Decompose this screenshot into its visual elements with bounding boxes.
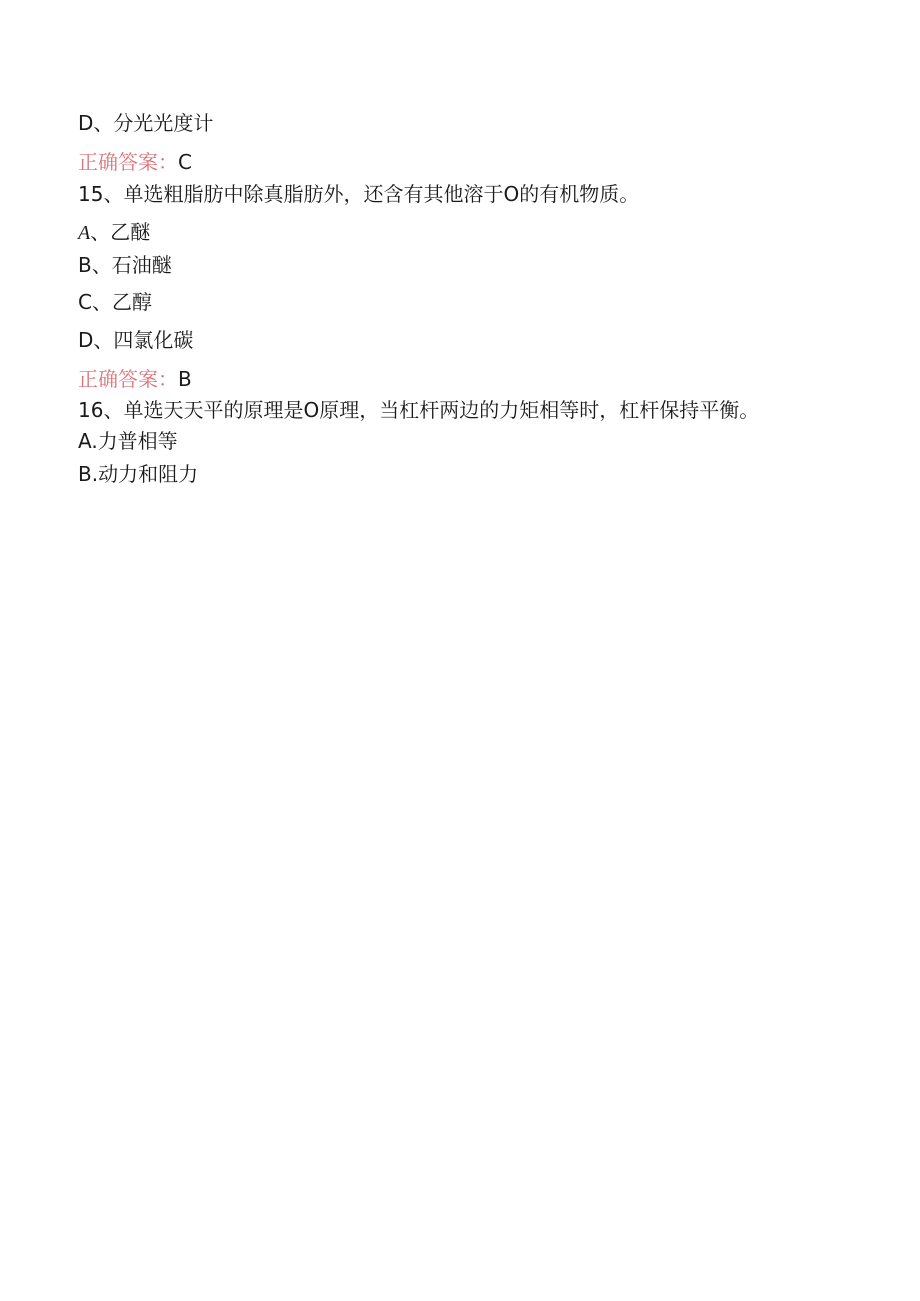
q15-question: 15、单选粗脂肪中除真脂肪外，还含有其他溶于O的有机物质。 [78,182,640,206]
option-a-text: 、乙醚 [90,220,151,244]
q14-option-d: D、分光光度计 [78,111,214,135]
answer-label: 正确答案： [78,150,178,174]
q14-answer [78,149,192,175]
q15-option-c: C、乙醇 [78,290,152,314]
answer-label: 正确答案： [78,367,178,391]
option-a-label: A [78,222,91,244]
answer-value: C [178,150,192,174]
answer-value: B [178,367,192,391]
q15-answer [78,366,192,392]
q16-option-a: A.力普相等 [78,429,178,453]
q15-option-a [78,219,150,246]
q16-question: 16、单选天天平的原理是O原理，当杠杆两边的力矩相等时，杠杆保持平衡。 [78,398,760,422]
q15-option-d: D、四氯化碳 [78,328,194,352]
q16-option-b: B.动力和阻力 [78,462,199,486]
q15-option-b: B、石油醚 [78,253,172,277]
